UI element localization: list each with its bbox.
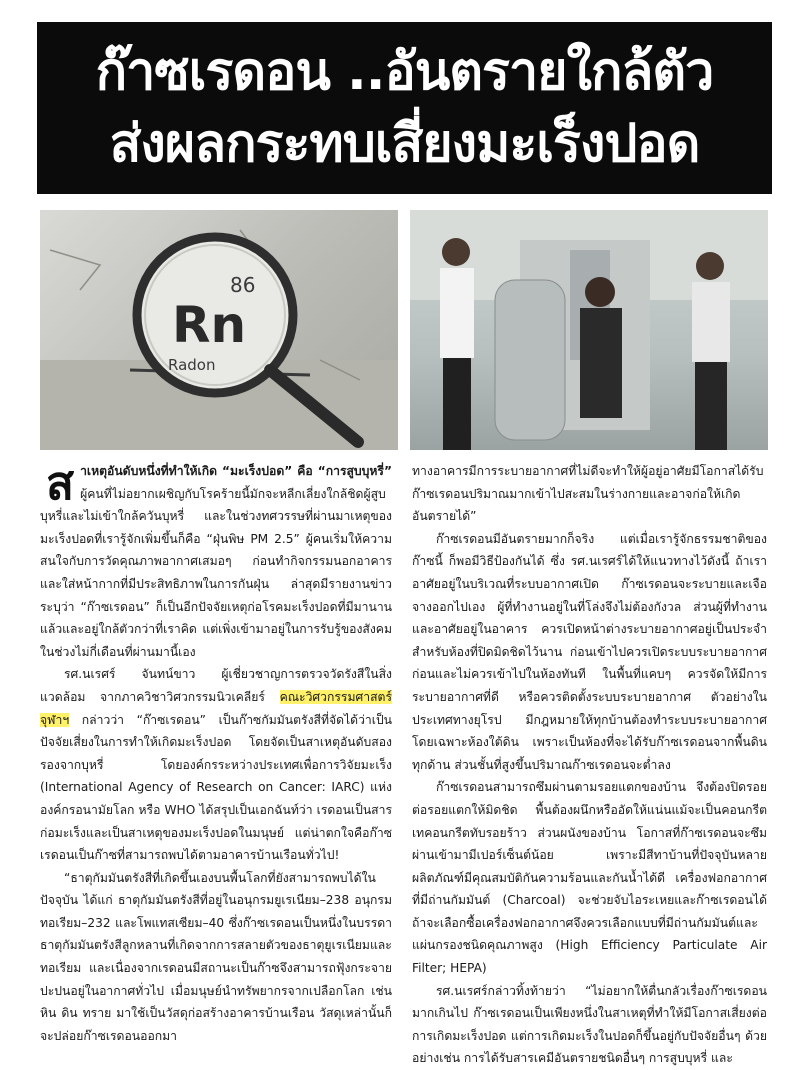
paragraph-1-text: ผู้คนที่ไม่อยากเผชิญกับโรคร้ายนี้มักจะหลีกเลี่ยงใกล้ชิดผู้สูบบุหรี่และไม่เข้าใกล้ควันบุหรี่ และในช่วงทศวรรษที่ผ่านมาเหตุของมะเร็งปอดที่เรารู้จักเพิ่มขึ้นก็คือ “ฝุ่นพิษ PM 2.5” ผู้คนเริ่มให้ความสนใจกับการวัดคุณภาพอากาศเสมอๆ ก่อนทำกิจกรรมนอกอาคาร และใส่หน้ากากที่มีประสิทธิภาพในการกันฝุ่น ล่าสุดมีรายงานข่าวระบุว่า “ก๊าซเรดอน” ก็เป็นอีกปัจจัยเหตุก่อโรคมะเร็งปอดที่มีมานานแล้วและอยู่ใกล้ตัวกว่าที่เราคิด แต่เพิ่งเข้ามาอยู่ในการรับรู้ของสังคมในช่วงไม่กี่เดือนที่ผ่านมานี้เอง — [40, 486, 392, 659]
highlighted-faculty: คณะวิศวกรรมศาสตร์ จุฬาฯ — [40, 689, 392, 727]
element-number: 86 — [230, 273, 256, 297]
lead-sentence: าเหตุอันดับหนึ่งที่ทำให้เกิด “มะเร็งปอด” คือ “การสูบบุหรี่” — [80, 464, 392, 478]
paragraph-r2: ก๊าซเรดอนมีอันตรายมากก็จริง แต่เมื่อเรารู้จักธรรมชาติของก๊าซนี้ ก็พอมีวิธีป้องกันได้ ซึ่ง รศ.นเรศร์ได้ให้แนวทางไว้ดังนี้ ถ้าเราอาศัยอยู่ในบริเวณที่ระบบอากาศเปิด ก๊าซเรดอนจะระบายและเจือจางออกไปเอง ผู้ที่ทำงานอยู่ในที่โล่งจึงไม่ต้องกังวล ส่วนผู้ที่ทำงานและอาศัยอยู่ในอาคาร ควรเปิดหน้าต่างระบายอากาศอยู่เป็นประจำ สำหรับห้องที่ปิดมิดชิดไว้นาน ก่อนเข้าไปควรเปิดระบบระบายอากาศก่อนและไม่ควรเข้าไปในห้องทันที ในพื้นที่แคบๆ ควรจัดให้มีการระบายอากาศที่ดี หรือควรติดตั้งระบบระบายอากาศ ตัวอย่างในประเทศทางยุโรป มีกฎหมายให้ทุกบ้านต้องทำระบบระบายอากาศ โดยเฉพาะห้องใต้ดิน เพราะเป็นห้องที่จะได้รับก๊าซเรดอนจากพื้นดินทุกด้าน ส่วนชั้นที่สูงขึ้นปริมาณก๊าซเรดอนจะต่ำลง — [412, 531, 767, 772]
paragraph-2-text-a: รศ.นเรศร์ จันทน์ขาว ผู้เชี่ยวชาญการตรวจวัดรังสีในสิ่งแวดล้อม จากภาควิชาวิศวกรรมนิวเคลียร์ — [40, 667, 392, 704]
paragraph-r3: ก๊าซเรดอนสามารถซึมผ่านตามรอยแตกของบ้าน จึงต้องปิดรอยต่อรอยแตกให้มิดชิด พื้นต้องผนึกหรืออัดให้แน่นแม้จะเป็นคอนกรีต เทคอนกรีตทับรอยร้าว ส่วนผนังของบ้าน โอกาสที่ก๊าซเรดอนจะซึมผ่านเข้ามามีเปอร์เซ็นต์น้อย เพราะมีสีทาบ้านที่ปัจจุบันหลายผลิตภัณฑ์มีคุณสมบัติกันความร้อนและกันน้ำได้ดี เครื่องฟอกอากาศที่มีถ่านกัมมันต์ (Charcoal) จะช่วยจับไอระเหยและก๊าซเรดอนได้ ถ้าจะเลือกซื้อเครื่องฟอกอากาศจึงควรเลือกแบบที่มีถ่านกัมมันต์และแผ่นกรองชนิดคุณภาพสูง (High Efficiency Particulate Air Filter; HEPA) — [412, 780, 767, 976]
article-column-left — [40, 456, 393, 1047]
paragraph-2-text-b: กล่าวว่า “ก๊าซเรดอน” เป็นก๊าซกัมมันตรังสีที่จัดได้ว่าเป็นปัจจัยเสี่ยงในการทำให้เกิดมะเร็งปอด โดยจัดเป็นสาเหตุอันดับสองรองจากบุหรี่ โดยองค์กรระหว่างประเทศเพื่อการวิจัยมะเร็ง (International Agency of Research on Cancer: IARC) แห่งองค์กรอนามัยโลก หรือ WHO ได้สรุปเป็นเอกฉันท์ว่า เรดอนเป็นสารก่อมะเร็งและเป็นสาเหตุของมะเร็งปอดในมนุษย์ แต่น่าตกใจคือก๊าซเรดอนเป็นก๊าซที่สามารถพบได้ตามอาคารบ้านเรือนทั่วไป! — [40, 712, 393, 863]
element-symbol: Rn — [172, 296, 247, 354]
headline-banner — [37, 22, 772, 194]
element-name: Radon — [168, 356, 216, 374]
paragraph-2 — [40, 663, 392, 866]
article-column-right — [412, 460, 767, 1070]
lab-photo — [410, 210, 768, 450]
lab-scene — [410, 210, 768, 450]
paragraph-r1: ทางอาคารมีการระบายอากาศที่ไม่ดีจะทำให้ผู้อยู่อาศัยมีโอกาสได้รับก๊าซเรดอนปริมาณมากเข้าไปสะสมในร่างกายและอาจก่อให้เกิดอันตรายได้” — [412, 464, 764, 524]
paragraph-1 — [40, 456, 392, 663]
paragraph-r4: รศ.นเรศร์กล่าวทิ้งท้ายว่า “ไม่อยากให้ตื่นกลัวเรื่องก๊าซเรดอนมากเกินไป ก๊าซเรดอนเป็นเพียงหนึ่งในสาเหตุที่ทำให้มีโอกาสเสี่ยงต่อการเกิดมะเร็งปอด แต่การเกิดมะเร็งในปอดก็ขึ้นอยู่กับปัจจัยอื่นๆ ด้วย อย่างเช่น การได้รับสารเคมีอันตรายชนิดอื่นๆ การสูบบุหรี่ และ — [412, 983, 767, 1066]
radon-magnifier-photo — [40, 210, 398, 450]
headline-line-1: ก๊าซเรดอน ..อันตรายใกล้ตัว — [95, 42, 714, 102]
headline-line-2: ส่งผลกระทบเสี่ยงมะเร็งปอด — [109, 114, 700, 174]
radon-illustration — [40, 210, 398, 450]
drop-cap: ส — [46, 456, 75, 510]
paragraph-3: “ธาตุกัมมันตรังสีที่เกิดขึ้นเองบนพื้นโลกที่ยังสามารถพบได้ในปัจจุบัน ได้แก่ ธาตุกัมมันตรังสีที่อยู่ในอนุกรมยูเรเนียม–238 อนุกรมทอเรียม–232 และโพแทสเซียม–40 ซึ่งก๊าซเรดอนเป็นหนึ่งในบรรดาธาตุกัมมันตรังสีลูกหลานที่เกิดจากการสลายตัวของธาตุยูเรเนียมและทอเรียม และเนื่องจากเรดอนมีสถานะเป็นก๊าซจึงสามารถฟุ้งกระจายปะปนอยู่ในอากาศทั่วไป เมื่อมนุษย์นำทรัพยากรจากเปลือกโลก เช่น หิน ดิน ทราย มาใช้เป็นวัสดุก่อสร้างอาคารบ้านเรือน วัสดุเหล่านั้นก็จะปล่อยก๊าซเรดอนออกมา — [40, 870, 392, 1043]
